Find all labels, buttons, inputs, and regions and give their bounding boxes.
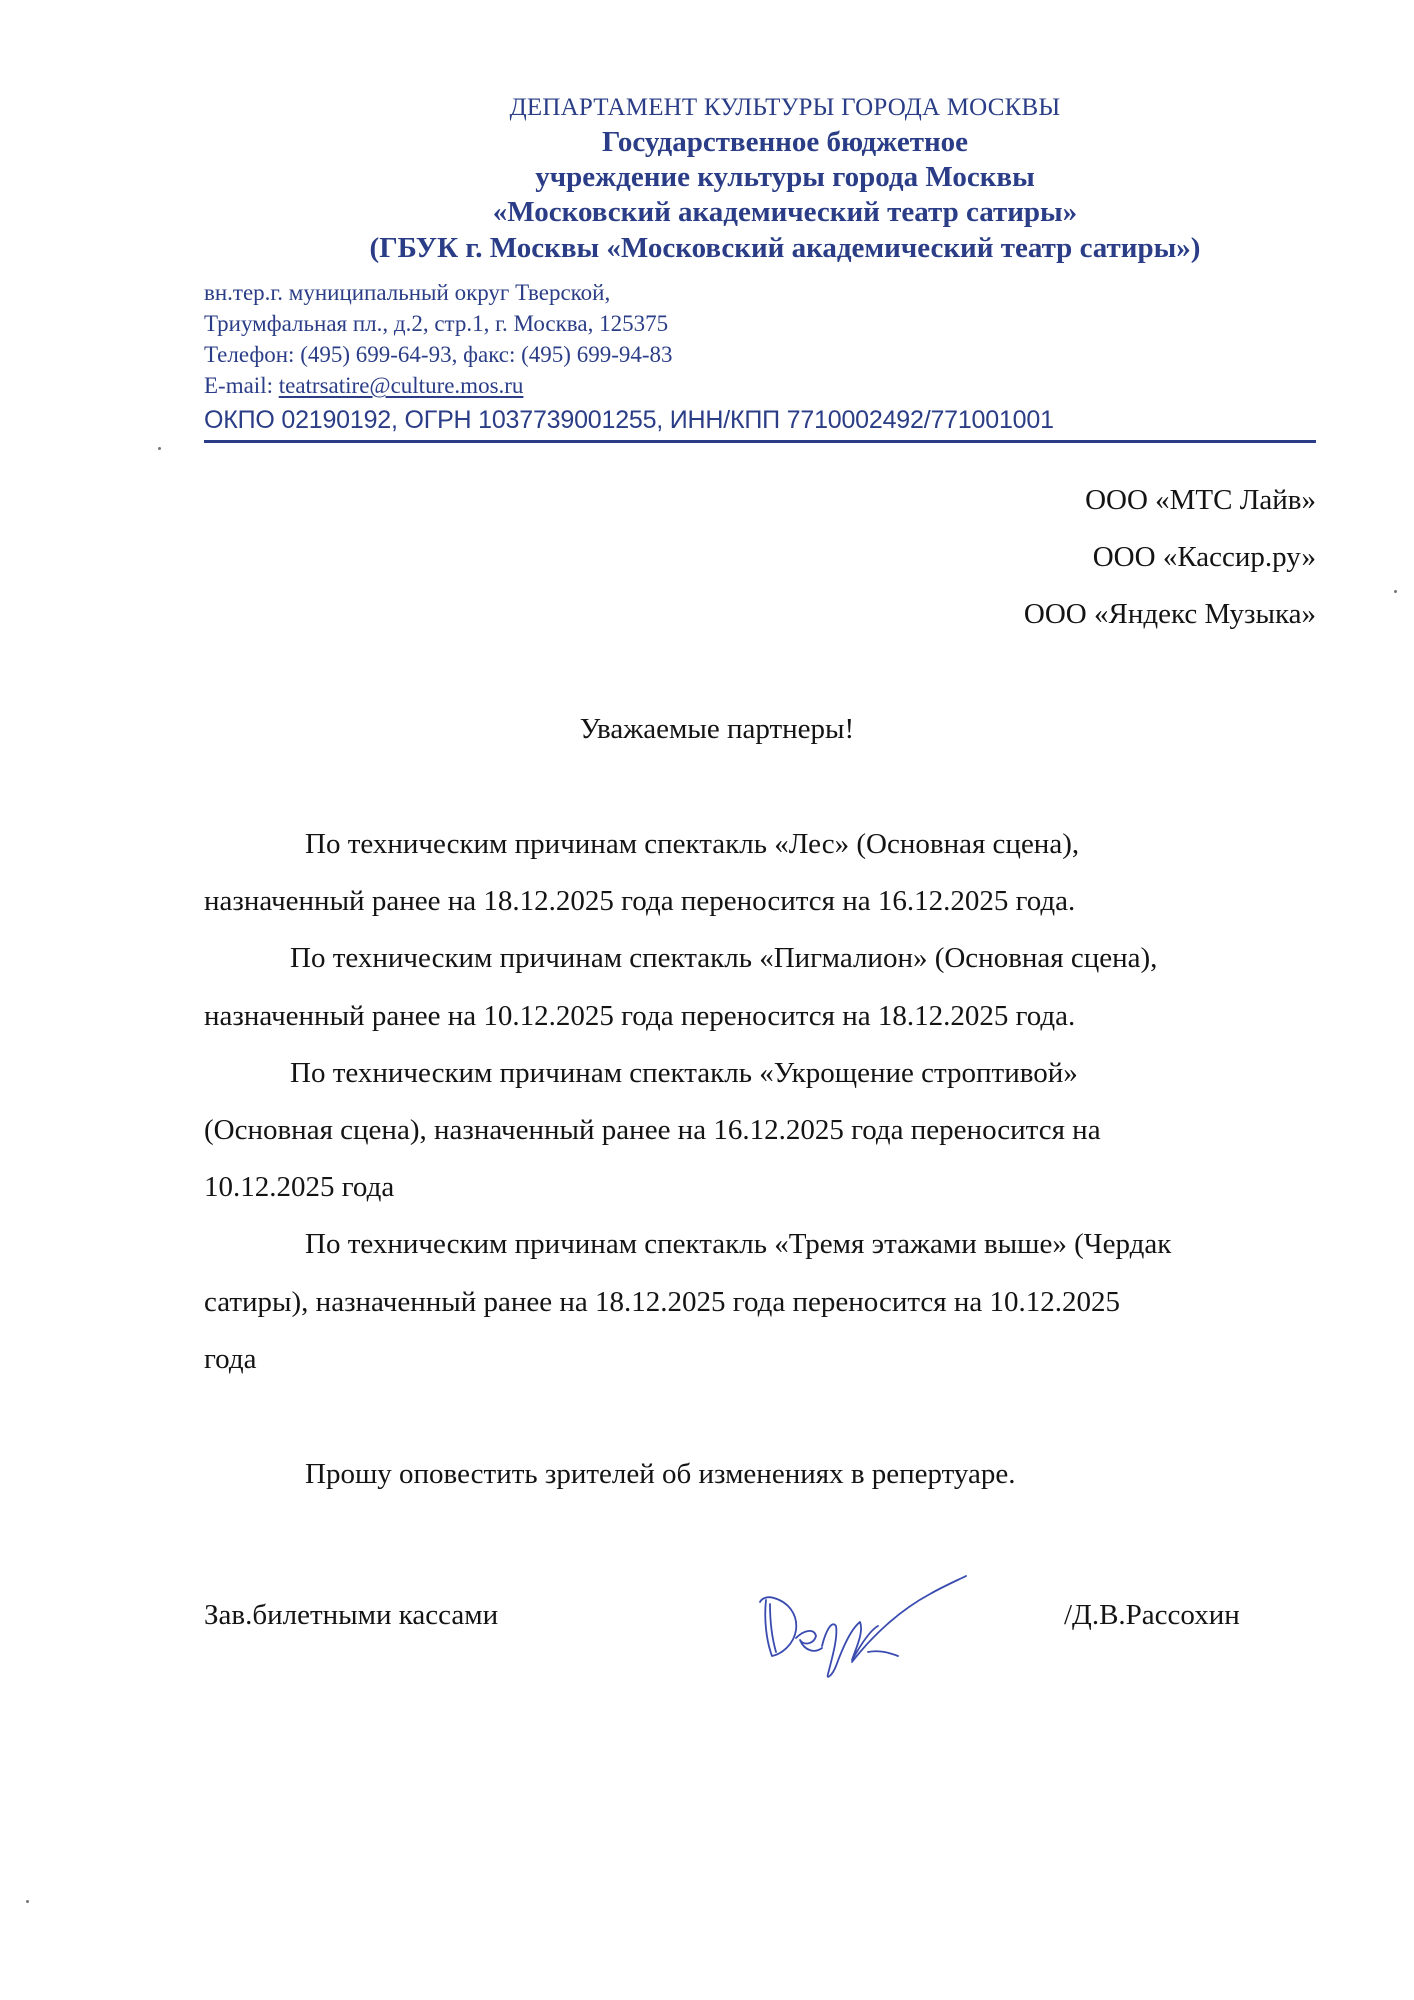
greeting xyxy=(0,713,1414,746)
body-line: (Основная сцена), назначенный ранее на 16.12.2025 года переносится на xyxy=(204,1114,1101,1146)
closing-request: Прошу оповестить зрителей об изменениях в репертуаре. xyxy=(305,1458,1016,1490)
scan-speck xyxy=(26,1900,29,1903)
body-line: назначенный ранее на 10.12.2025 года переносится на 18.12.2025 года. xyxy=(204,1000,1076,1032)
body-line: года xyxy=(204,1343,257,1375)
greeting-text: Уважаемые партнеры! xyxy=(579,713,855,745)
signatory-name: /Д.В.Рассохин xyxy=(1064,1599,1240,1631)
scan-speck xyxy=(158,447,161,450)
body-line: сатиры), назначенный ранее на 18.12.2025 года переносится на 10.12.2025 xyxy=(204,1286,1121,1318)
body-line: назначенный ранее на 18.12.2025 года переносится на 16.12.2025 года. xyxy=(204,885,1076,917)
organization-line-3: «Московский академический театр сатиры» xyxy=(492,196,1078,228)
recipient-1: ООО «МТС Лайв» xyxy=(1085,484,1316,516)
organization-line-1: Государственное бюджетное xyxy=(601,126,969,158)
body-line: По техническим причинам спектакль «Пигмалион» (Основная сцена), xyxy=(290,942,1158,974)
body-line: По техническим причинам спектакль «Тремя этажами выше» (Чердак xyxy=(305,1228,1172,1260)
email-label: E-mail: xyxy=(204,373,279,398)
scan-speck xyxy=(1394,590,1397,593)
handwritten-signature xyxy=(752,1558,972,1678)
body-line: По техническим причинам спектакль «Укрощение строптивой» xyxy=(290,1057,1078,1089)
body-line: По техническим причинам спектакль «Лес» (Основная сцена), xyxy=(305,828,1080,860)
recipient-2: ООО «Кассир.ру» xyxy=(1092,541,1316,573)
address-line-1: вн.тер.г. муниципальный округ Тверской, xyxy=(204,280,611,305)
department-name: ДЕПАРТАМЕНТ КУЛЬТУРЫ ГОРОДА МОСКВЫ xyxy=(509,94,1061,121)
signatory-role: Зав.билетными кассами xyxy=(204,1599,499,1631)
organization-short-name: (ГБУК г. Москвы «Московский академический театр сатиры») xyxy=(369,232,1201,264)
email-link[interactable]: teatrsatire@culture.mos.ru xyxy=(278,373,524,398)
email-line xyxy=(204,370,523,401)
recipient-3: ООО «Яндекс Музыка» xyxy=(1023,598,1316,630)
address-line-2: Триумфальная пл., д.2, стр.1, г. Москва, 125375 xyxy=(204,311,669,336)
registry-codes-line: ОКПО 02190192, ОГРН 1037739001255, ИНН/КПП 7710002492/771001001 xyxy=(204,406,1054,434)
letterhead-divider xyxy=(204,440,1316,443)
phone-fax-line: Телефон: (495) 699-64-93, факс: (495) 699-94-83 xyxy=(204,342,673,367)
organization-line-2: учреждение культуры города Москвы xyxy=(535,161,1035,193)
body-line: 10.12.2025 года xyxy=(204,1171,395,1203)
